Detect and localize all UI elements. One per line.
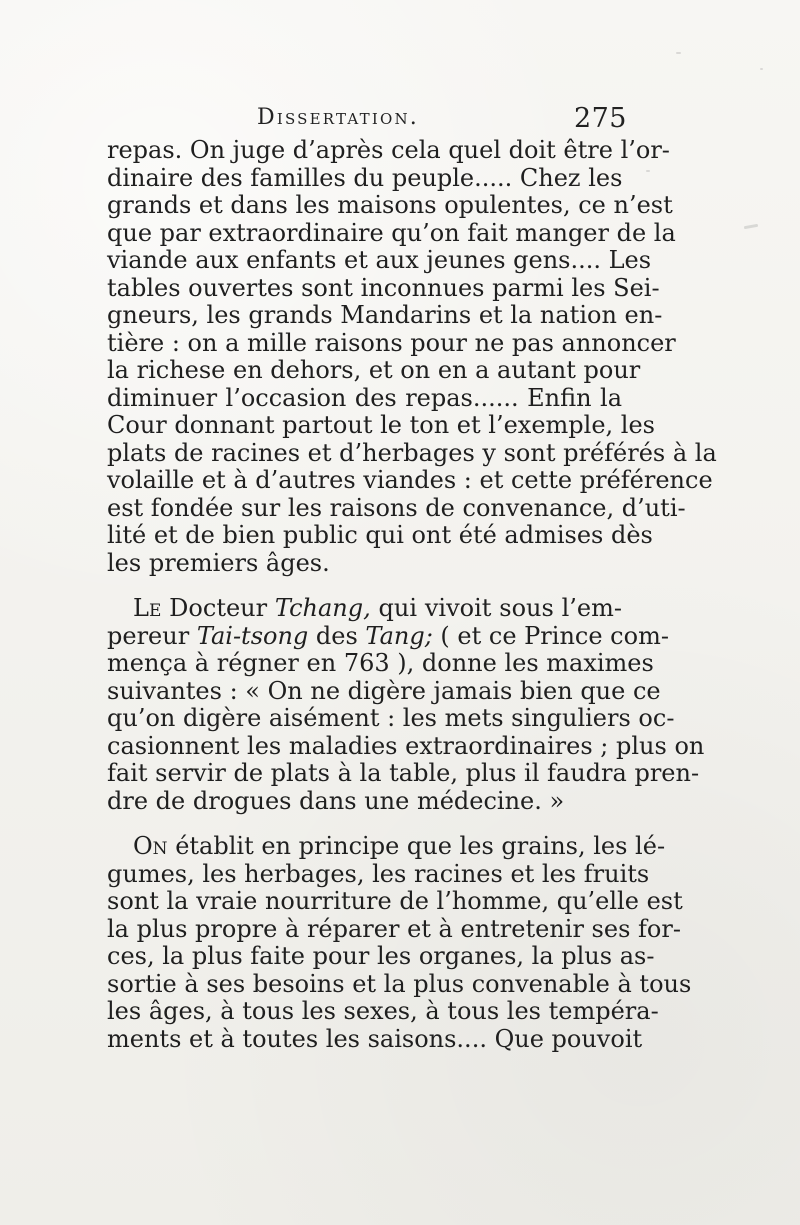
text-line: la richese en dehors, et on en a autant pour	[107, 356, 641, 384]
text-line: grands et dans les maisons opulentes, ce n’est	[107, 191, 673, 219]
small-caps-word: On	[133, 832, 168, 860]
italic-name: Tchang,	[274, 594, 371, 622]
text-line: gumes, les herbages, les racines et les fruits	[107, 859, 650, 888]
text-line: casionnent les maladies extraordinaires ; plus on	[107, 731, 705, 760]
text-line: mença à régner en 763 ), donne les maximes	[107, 649, 654, 677]
page-number: 275	[573, 103, 627, 134]
text-fragment: ( et ce Prince com-	[432, 621, 669, 650]
text-line: dinaire des familles du peuple..... Chez les	[107, 163, 623, 192]
text-line: volaille et à d’autres viandes : et cette préférence	[107, 466, 713, 494]
paper-mark	[744, 224, 758, 229]
text-line: repas. On juge d’après cela quel doit être l’or-	[107, 136, 670, 164]
paragraph-gap	[107, 815, 622, 833]
text-line: sortie à ses besoins et la plus convenable à tous	[107, 969, 692, 998]
text-line: qu’on digère aisément : les mets singuliers oc-	[107, 704, 675, 732]
text-fragment: des	[308, 621, 366, 650]
paper-speck	[676, 52, 681, 54]
text-line: ments et à toutes les saisons.... Que pouvoit	[107, 1024, 643, 1053]
text-line: fait servir de plats à la table, plus il faudra pren-	[107, 759, 700, 787]
text-line	[107, 832, 666, 861]
paragraph-gap	[107, 577, 622, 595]
text-line: ces, la plus faite pour les organes, la plus as-	[107, 942, 655, 970]
text-line: tière : on a mille raisons pour ne pas annoncer	[107, 328, 676, 357]
text-line: viande aux enfants et aux jeunes gens.... Les	[107, 246, 652, 274]
text-line: diminuer l’occasion des repas...... Enfin la	[107, 383, 622, 412]
text-fragment: pereur	[107, 621, 197, 650]
text-fragment: qui vivoit sous l’em-	[370, 594, 622, 622]
italic-name: Tai-tsong	[196, 621, 309, 650]
body-text	[107, 136, 717, 1053]
text-line: les âges, à tous les sexes, à tous les tempéra-	[107, 997, 659, 1025]
paper-speck	[760, 68, 763, 70]
italic-name: Tang;	[365, 621, 433, 650]
text-line: gneurs, les grands Mandarins et la nation en-	[107, 301, 663, 329]
text-line: lité et de bien public qui ont été admises dès	[107, 521, 653, 549]
text-line: sont la vraie nourriture de l’homme, qu’elle est	[107, 887, 683, 915]
text-line: plats de racines et d’herbages y sont préférés à la	[107, 438, 717, 467]
page-header	[257, 105, 627, 139]
text-line: tables ouvertes sont inconnues parmi les Sei-	[107, 273, 660, 302]
text-line	[107, 621, 669, 651]
text-line: que par extraordinaire qu’on fait manger de la	[107, 218, 676, 247]
text-line: suivantes : « On ne digère jamais bien que ce	[107, 676, 661, 705]
text-line: Cour donnant partout le ton et l’exemple, les	[107, 411, 655, 439]
small-caps-word: Le	[133, 594, 162, 622]
paper-speck	[646, 170, 650, 172]
text-line: dre de drogues dans une médecine. »	[107, 786, 565, 815]
text-line: est fondée sur les raisons de convenance, d’uti-	[107, 493, 686, 522]
text-fragment: Docteur	[161, 594, 275, 622]
text-fragment: établit en principe que les grains, les lé-	[167, 832, 666, 860]
running-head: Dissertation.	[257, 105, 419, 130]
text-line: la plus propre à réparer et à entretenir ses for-	[107, 914, 681, 943]
text-line: les premiers âges.	[107, 548, 330, 577]
text-line	[107, 595, 622, 623]
